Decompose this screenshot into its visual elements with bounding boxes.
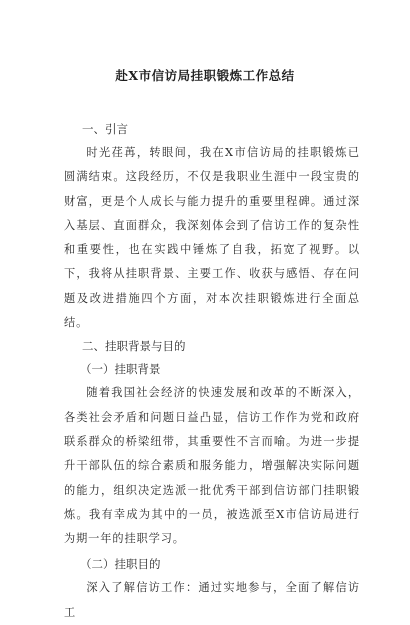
section-heading-intro: 一、引言 (82, 122, 128, 136)
subsection-heading-background: （一）挂职背景 (80, 362, 161, 377)
document-title: 赴X市信访局挂职锻炼工作总结 (115, 68, 295, 83)
intro-paragraph: 时光荏苒，转眼间，我在X市信访局的挂职锻炼已圆满结束。这段经历，不仅是我职业生涯中一段宝贵的财富，更是个人成长与能力提升的重要里程碑。通过深入基层、直面群众，我深刻体会到了信访工作的复杂性和重要性，也在实践中锤炼了自我，拓宽了视野。以下，我将从挂职背景、主要工作、收获与感悟、存在问题及改进措施四个方面，对本次挂职锻炼进行全面总结。 (64, 146, 360, 330)
document-body (64, 118, 360, 625)
section-heading-background: 二、挂职背景与目的 (82, 339, 186, 354)
background-paragraph: 随着我国社会经济的快速发展和改革的不断深入，各类社会矛盾和问题日益凸显，信访工作作为党和政府联系群众的桥梁纽带，其重要性不言而喻。为进一步提升干部队伍的综合素质和服务能力，增强解决实际问题的能力，组织决定选派一批优秀干部到信访部门挂职锻炼。我有幸成为其中的一员，被选派至X市信访局进行为期一年的挂职学习。 (64, 386, 360, 546)
subsection-heading-purpose: （二）挂职目的 (80, 557, 161, 572)
purpose-paragraph: 深入了解信访工作：通过实地参与，全面了解信访工 (64, 581, 360, 619)
